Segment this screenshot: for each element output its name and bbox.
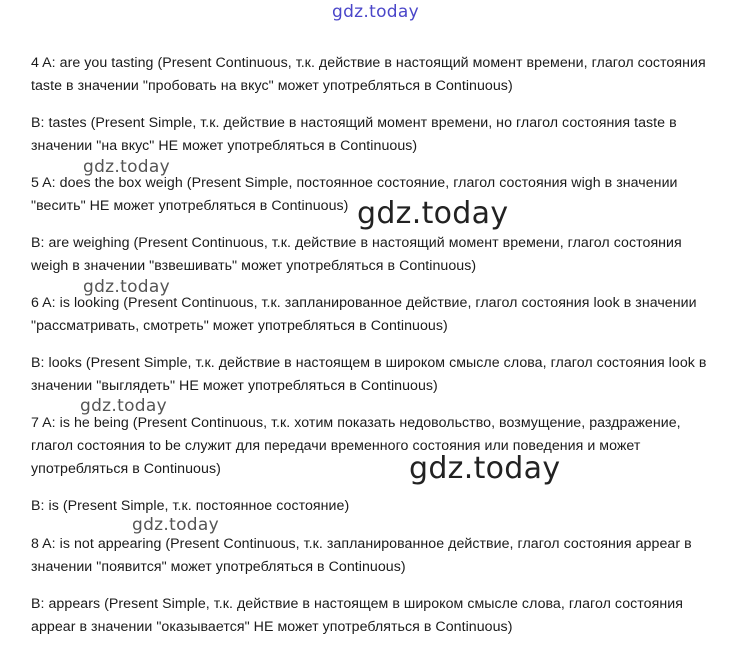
watermark: gdz.today: [357, 196, 509, 231]
answer-7b: B: is (Present Simple, т.к. постоянное состояние): [31, 498, 350, 514]
watermark: gdz.today: [409, 451, 561, 486]
answer-8b: B: appears (Present Simple, т.к. действие в настоящем в широком смысле слова, глагол состояния appear в значении "оказывается" НЕ может употребляться в Continuous): [31, 596, 683, 635]
answer-5a: 5 A: does the box weigh (Present Simple, постоянное состояние, глагол состояния wigh в значении "весить" НЕ может употребляться в Continuous): [31, 175, 678, 214]
answer-8a: 8 A: is not appearing (Present Continuous, т.к. запланированное действие, глагол состояния appear в значении "появится" может употребляться в Continuous): [31, 536, 692, 575]
answer-6a: 6 A: is looking (Present Continuous, т.к. запланированное действие, глагол состояния look в значении "рассматривать, смотреть" может употребляться в Continuous): [31, 295, 697, 334]
answer-4b: B: tastes (Present Simple, т.к. действие в настоящий момент времени, но глагол состояния taste в значении "на вкус" НЕ может употребляться в Continuous): [31, 115, 677, 154]
answer-7a: 7 A: is he being (Present Continuous, т.к. хотим показать недовольство, возмущение, раздражение, глагол состояния to be служит для передачи временного состояния или поведения и может употребляться в Continuous): [31, 415, 681, 477]
answer-4a: 4 A: are you tasting (Present Continuous, т.к. действие в настоящий момент времени, глагол состояния taste в значении "пробовать на вкус" может употребляться в Continuous): [31, 55, 706, 94]
watermark: gdz.today: [80, 396, 167, 416]
watermark: gdz.today: [132, 515, 219, 535]
answer-6b: B: looks (Present Simple, т.к. действие в настоящем в широком смысле слова, глагол состояния look в значении "выглядеть" НЕ может употребляться в Continuous): [31, 355, 707, 394]
watermark: gdz.today: [83, 157, 170, 177]
watermark-top: gdz.today: [332, 2, 419, 22]
answer-5b: B: are weighing (Present Continuous, т.к. действие в настоящий момент времени, глагол состояния weigh в значении "взвешивать" может употребляться в Continuous): [31, 235, 682, 274]
watermark: gdz.today: [83, 277, 170, 297]
